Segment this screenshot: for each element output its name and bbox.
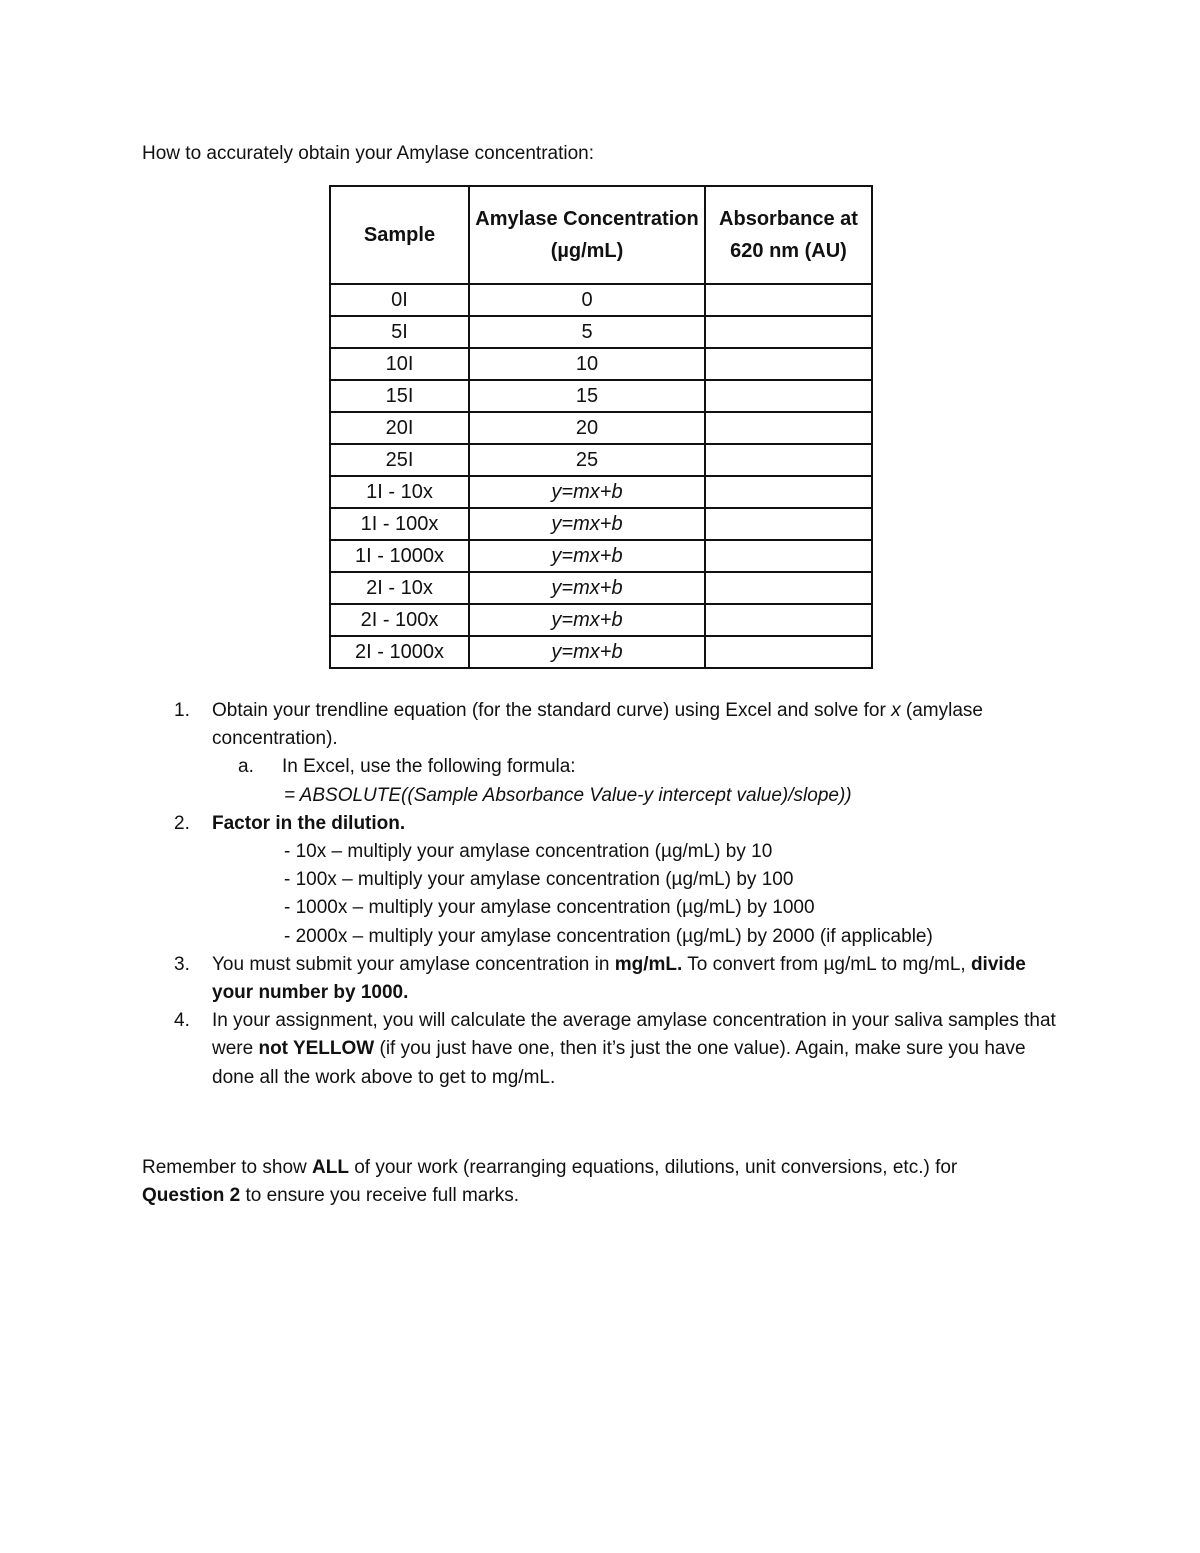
cell-concentration: 0 [469, 284, 705, 316]
table-row [330, 316, 872, 348]
reminder-text-a: Remember to show [142, 1157, 313, 1178]
sub-letter: a. [238, 756, 254, 778]
table-row [330, 540, 872, 572]
table-row [330, 444, 872, 476]
cell-absorbance [705, 540, 872, 572]
table-row [330, 508, 872, 540]
cell-sample: 10I [330, 348, 469, 380]
table-row [330, 636, 872, 668]
step-4-text-b: (if you just have one, then it’s just the one value). Again, make sure you have done all the work above to get to mg/mL. [212, 1038, 1026, 1088]
excel-formula: = ABSOLUTE((Sample Absorbance Value-y intercept value)/slope)) [284, 784, 852, 806]
reminder-text-c: to ensure you receive full marks. [240, 1185, 519, 1207]
page-title: How to accurately obtain your Amylase concentration: [142, 143, 595, 164]
cell-concentration: y=mx+b [469, 508, 705, 540]
cell-concentration: y=mx+b [469, 476, 705, 508]
reminder-paragraph [142, 1154, 1042, 1210]
step-3-bold-a: mg/mL. [614, 953, 683, 975]
step-1-text [212, 697, 1062, 753]
table-row [330, 604, 872, 636]
cell-sample: 2I - 100x [330, 604, 469, 636]
cell-concentration: 10 [469, 348, 705, 380]
concentration-table [329, 185, 873, 669]
reminder-bold-b: Question 2 [142, 1185, 241, 1207]
step-1 [142, 697, 1062, 753]
header-absorbance [705, 186, 872, 284]
cell-absorbance [705, 604, 872, 636]
cell-absorbance [705, 476, 872, 508]
cell-sample: 1I - 1000x [330, 540, 469, 572]
cell-absorbance [705, 348, 872, 380]
header-sample [330, 186, 469, 284]
cell-absorbance [705, 572, 872, 604]
cell-absorbance [705, 636, 872, 668]
table-row [330, 380, 872, 412]
cell-concentration: y=mx+b [469, 540, 705, 572]
step-2-text: Factor in the dilution. [212, 812, 406, 834]
step-4-text-a: In your assignment, you will calculate the average amylase concentration in your saliva samples that were [212, 1010, 1056, 1060]
cell-absorbance [705, 412, 872, 444]
reminder-bold-a: ALL [312, 1157, 349, 1178]
header-absorbance-line1: Absorbance at [719, 208, 858, 230]
cell-sample: 1I - 10x [330, 476, 469, 508]
step-3-bold-b: divide your number by 1000. [212, 953, 1026, 1004]
step-3-text-a: You must submit your amylase concentration in [212, 953, 615, 975]
step-1-text-a: Obtain your trendline equation (for the standard curve) using Excel and solve for [212, 700, 892, 721]
cell-sample: 15I [330, 380, 469, 412]
cell-concentration: y=mx+b [469, 572, 705, 604]
sub-text: In Excel, use the following formula: [282, 756, 576, 778]
cell-concentration: 20 [469, 412, 705, 444]
step-number: 2. [174, 812, 190, 834]
table-row [330, 572, 872, 604]
cell-sample: 1I - 100x [330, 508, 469, 540]
cell-sample: 20I [330, 412, 469, 444]
step-4 [142, 1007, 1062, 1092]
step-number: 3. [174, 953, 190, 975]
step-1-sub-a [142, 753, 1062, 781]
dilution-item: - 2000x – multiply your amylase concentration (µg/mL) by 2000 (if applicable) [284, 925, 933, 947]
step-4-text [212, 1007, 1062, 1092]
cell-absorbance [705, 380, 872, 412]
cell-absorbance [705, 444, 872, 476]
cell-absorbance [705, 316, 872, 348]
header-concentration-line1: Amylase Concentration [475, 208, 699, 230]
cell-concentration: y=mx+b [469, 604, 705, 636]
step-3 [142, 951, 1062, 1007]
header-sample-label: Sample [363, 224, 436, 246]
table-row [330, 284, 872, 316]
step-number: 1. [174, 700, 190, 721]
table-row [330, 412, 872, 444]
dilution-item: - 10x – multiply your amylase concentration (µg/mL) by 10 [284, 841, 773, 863]
step-1-variable: x [891, 700, 901, 721]
cell-concentration: 15 [469, 380, 705, 412]
table-header-row [330, 186, 872, 284]
cell-sample: 25I [330, 444, 469, 476]
cell-sample: 2I - 1000x [330, 636, 469, 668]
header-concentration-line2: (µg/mL) [550, 240, 624, 262]
cell-absorbance [705, 284, 872, 316]
step-4-bold: not YELLOW [258, 1038, 375, 1060]
table-row [330, 348, 872, 380]
header-absorbance-line2: 620 nm (AU) [730, 240, 847, 262]
dilution-item: - 100x – multiply your amylase concentration (µg/mL) by 100 [284, 869, 794, 891]
cell-concentration: 5 [469, 316, 705, 348]
dilution-item: - 1000x – multiply your amylase concentration (µg/mL) by 1000 [284, 897, 815, 919]
step-3-text-b: To convert from µg/mL to mg/mL, [682, 953, 971, 975]
cell-absorbance [705, 508, 872, 540]
step-3-text [212, 951, 1062, 1007]
header-concentration [469, 186, 705, 284]
step-2 [142, 810, 1062, 838]
table-row [330, 476, 872, 508]
instruction-list [142, 697, 1062, 1092]
cell-sample: 2I - 10x [330, 572, 469, 604]
cell-concentration: 25 [469, 444, 705, 476]
reminder-text-b: of your work (rearranging equations, dilutions, unit conversions, etc.) for [348, 1157, 958, 1178]
step-number: 4. [174, 1010, 190, 1032]
cell-concentration: y=mx+b [469, 636, 705, 668]
cell-sample: 5I [330, 316, 469, 348]
cell-sample: 0I [330, 284, 469, 316]
step-1-text-b: (amylase concentration). [212, 700, 983, 750]
